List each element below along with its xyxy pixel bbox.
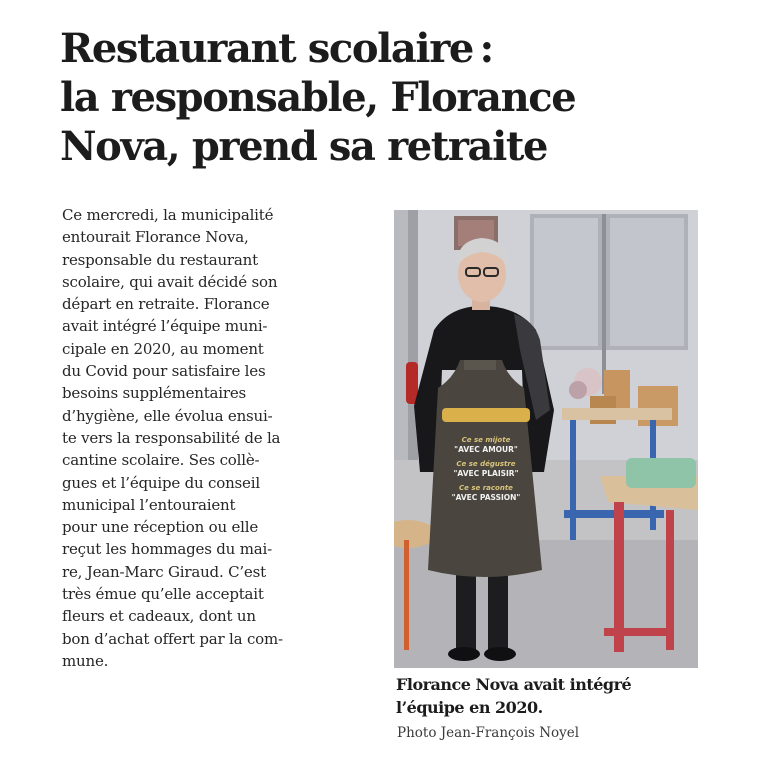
body-line: cipale en 2020, au moment: [62, 339, 264, 358]
body-line: reçut les hommages du mai-: [62, 540, 272, 559]
photo-legs: [456, 570, 476, 650]
body-line: très émue qu’elle acceptait: [62, 585, 264, 604]
caption-line: l’équipe en 2020.: [396, 698, 543, 717]
body-line: gues et l’équipe du conseil: [62, 473, 260, 492]
photo-caption: [396, 673, 726, 719]
article-headline: [60, 24, 720, 171]
body-line: d’hygiène, elle évolua ensui-: [62, 406, 273, 425]
article-photo: [394, 210, 698, 668]
article-body: [62, 204, 382, 672]
photo-credit: Photo Jean-François Noyel: [397, 725, 580, 741]
body-line: du Covid pour satisfaire les: [62, 362, 266, 381]
svg-text:Ce se mijote: Ce se mijote: [461, 436, 511, 444]
headline-line: Nova, prend sa retraite: [60, 123, 547, 170]
caption-line: Florance Nova avait intégré: [396, 675, 632, 694]
body-line: avait intégré l’équipe muni-: [62, 317, 268, 336]
body-line: pour une réception ou elle: [62, 518, 259, 537]
svg-text:"AVEC PASSION": "AVEC PASSION": [451, 493, 521, 502]
body-line: re, Jean-Marc Giraud. C’est: [62, 562, 266, 581]
body-line: cantine scolaire. Ses collè-: [62, 451, 260, 470]
body-line: scolaire, qui avait décidé son: [62, 272, 278, 291]
svg-text:Ce se dégustre: Ce se dégustre: [456, 460, 516, 468]
body-line: fleurs et cadeaux, dont un: [62, 607, 256, 626]
body-line: bon d’achat offert par la com-: [62, 629, 283, 648]
svg-text:"AVEC PLAISIR": "AVEC PLAISIR": [453, 469, 519, 478]
headline-line: la responsable, Florance: [60, 74, 576, 121]
svg-text:Ce se raconte: Ce se raconte: [459, 484, 513, 492]
body-line: besoins supplémentaires: [62, 384, 247, 403]
photo-table-right: [562, 408, 672, 420]
body-line: responsable du restaurant: [62, 250, 258, 269]
body-line: municipal l’entouraient: [62, 495, 236, 514]
headline-line: Restaurant scolaire :: [60, 25, 493, 72]
body-line: te vers la responsabilité de la: [62, 428, 281, 447]
body-line: entourait Florance Nova,: [62, 228, 249, 247]
photo-gift-bag: [626, 458, 696, 488]
body-line: départ en retraite. Florance: [62, 295, 270, 314]
body-line: mune.: [62, 651, 109, 670]
body-line: Ce mercredi, la municipalité: [62, 206, 274, 224]
svg-text:"AVEC AMOUR": "AVEC AMOUR": [454, 445, 518, 454]
